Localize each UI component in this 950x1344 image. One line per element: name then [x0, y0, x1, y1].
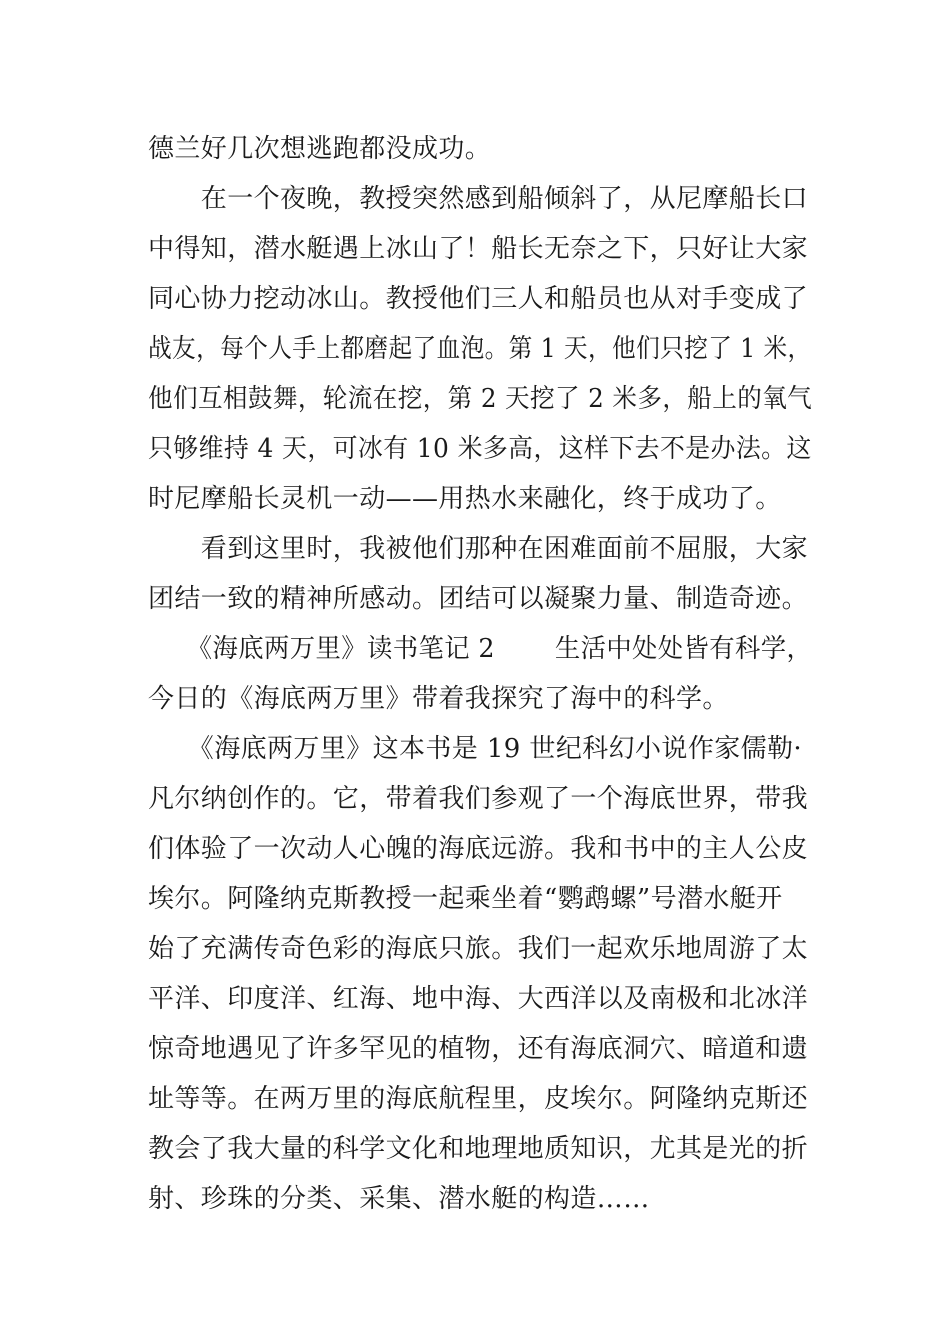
text-line-16: 埃尔。阿隆纳克斯教授一起乘坐着“鹦鹉螺”号潜水艇开 [148, 884, 783, 914]
text-line-2: 在一个夜晚，教授突然感到船倾斜了，从尼摩船长口 [148, 184, 809, 214]
text-line-1: 德兰好几次想逃跑都没成功。 [148, 134, 492, 164]
text-line-21: 教会了我大量的科学文化和地理地质知识，尤其是光的折 [148, 1134, 809, 1164]
text-line-10: 团结一致的精神所感动。团结可以凝聚力量、制造奇迹。 [148, 584, 809, 614]
text-line-7: 只够维持 4 天，可冰有 10 米多高，这样下去不是办法。这 [148, 434, 812, 464]
text-line-14: 凡尔纳创作的。它，带着我们参观了一个海底世界，带我 [148, 784, 809, 814]
text-line-11: 《海底两万里》读书笔记 2 生活中处处皆有科学， [148, 634, 813, 664]
text-line-12: 今日的《海底两万里》带着我探究了海中的科学。 [148, 684, 729, 714]
text-line-18: 平洋、印度洋、红海、地中海、大西洋以及南极和北冰洋 [148, 984, 809, 1014]
text-line-5: 战友，每个人手上都磨起了血泡。第 1 天，他们只挖了 1 米， [148, 334, 812, 364]
text-line-3: 中得知，潜水艇遇上冰山了！船长无奈之下，只好让大家 [148, 234, 809, 264]
text-line-4: 同心协力挖动冰山。教授他们三人和船员也从对手变成了 [148, 284, 809, 314]
text-line-20: 址等等。在两万里的海底航程里，皮埃尔。阿隆纳克斯还 [148, 1084, 809, 1114]
text-line-8: 时尼摩船长灵机一动——用热水来融化，终于成功了。 [148, 484, 782, 514]
text-line-19: 惊奇地遇见了许多罕见的植物，还有海底洞穴、暗道和遗 [148, 1034, 809, 1064]
text-line-13: 《海底两万里》这本书是 19 世纪科幻小说作家儒勒· [148, 734, 803, 764]
text-line-22: 射、珍珠的分类、采集、潜水艇的构造…… [148, 1184, 650, 1214]
text-line-15: 们体验了一次动人心魄的海底远游。我和书中的主人公皮 [148, 834, 809, 864]
text-line-6: 他们互相鼓舞，轮流在挖，第 2 天挖了 2 米多，船上的氧气 [148, 384, 813, 414]
text-line-17: 始了充满传奇色彩的海底只旅。我们一起欢乐地周游了太 [148, 934, 809, 964]
text-line-9: 看到这里时，我被他们那种在困难面前不屈服，大家 [148, 534, 809, 564]
